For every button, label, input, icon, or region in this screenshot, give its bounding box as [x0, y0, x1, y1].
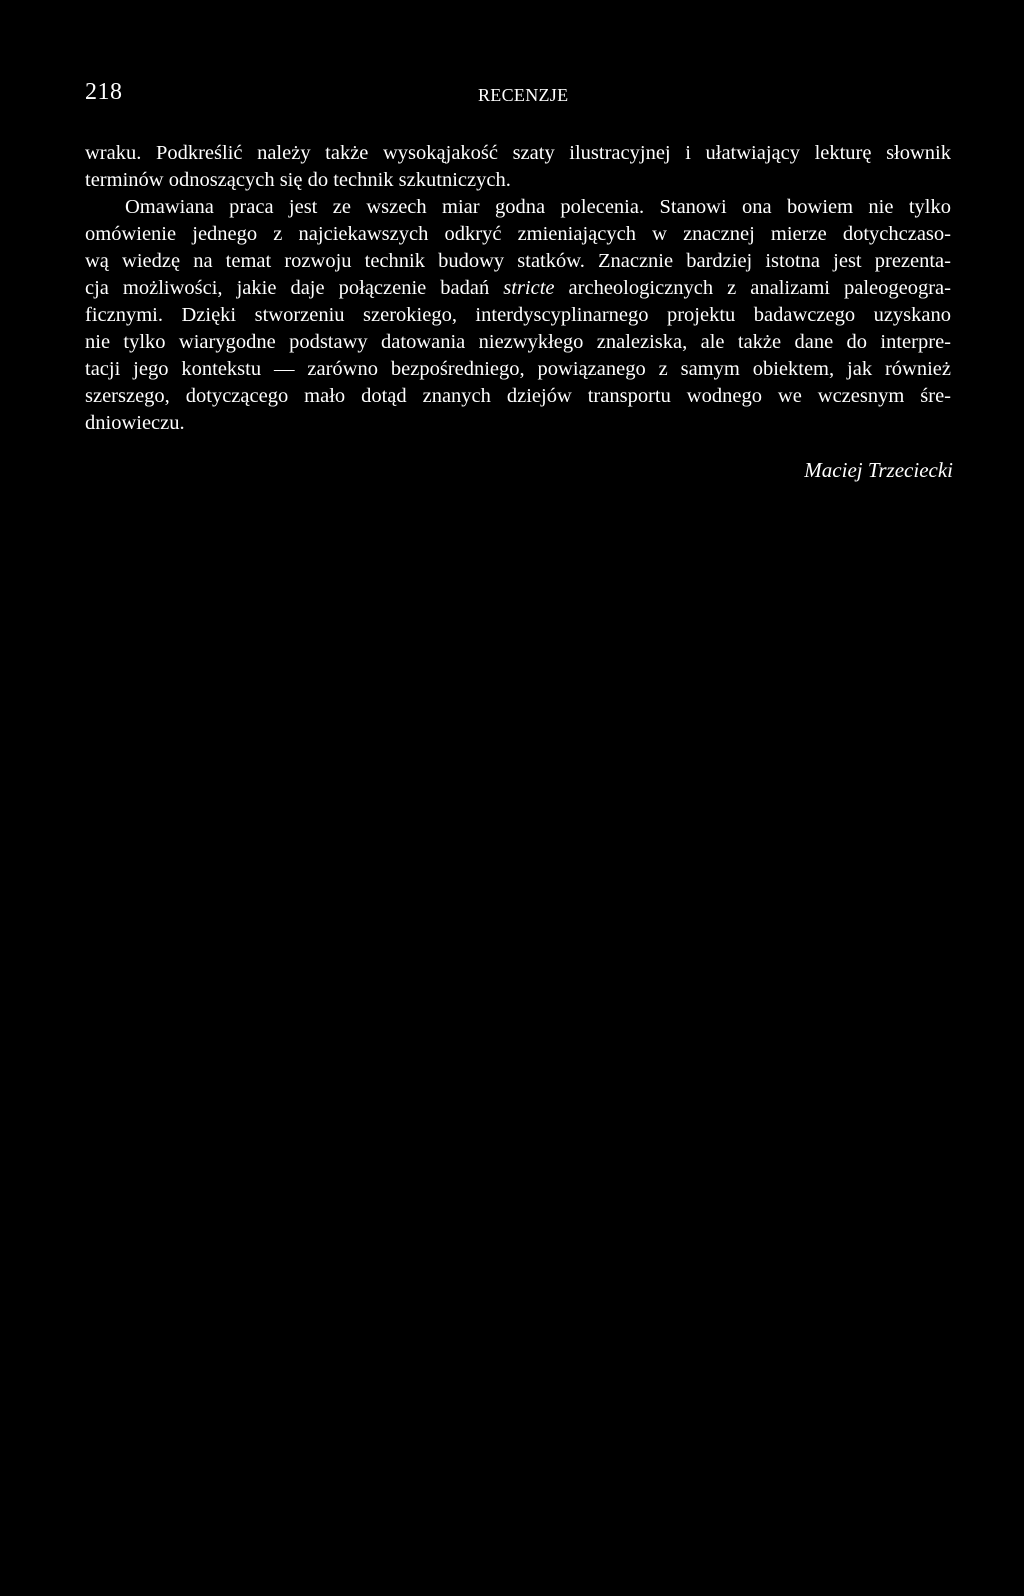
text-line: wraku. Podkreślić należy także wysokąjakość szaty ilustracyjnej i ułatwiający lekturę słownik: [85, 142, 951, 164]
running-head: RECENZJE: [478, 85, 569, 105]
text-line: wą wiedzę na temat rozwoju technik budowy statków. Znacznie bardziej istotna jest prezenta-: [85, 250, 951, 272]
text-line: szerszego, dotyczącego mało dotąd znanych dziejów transportu wodnego we wczesnym śre-: [85, 385, 951, 407]
italic-term: stricte: [503, 277, 555, 299]
text-line: [85, 275, 951, 302]
text-run: cja możliwości, jakie daje połączenie badań: [85, 277, 504, 299]
body-text: [85, 140, 951, 437]
text-line: omówienie jednego z najciekawszych odkryć zmieniających w znacznej mierze dotychczaso-: [85, 223, 951, 245]
text-line: Omawiana praca jest ze wszech miar godna polecenia. Stanowi ona bowiem nie tylko: [125, 196, 951, 218]
text-line: nie tylko wiarygodne podstawy datowania niezwykłego znaleziska, ale także dane do interpre-: [85, 331, 951, 353]
text-run: archeologicznych z analizami paleogeogra-: [554, 277, 951, 299]
text-line: terminów odnoszących się do technik szkutniczych.: [85, 169, 511, 191]
text-line: tacji jego kontekstu — zarówno bezpośredniego, powiązanego z samym obiektem, jak również: [85, 358, 951, 380]
page-number: 218: [85, 79, 123, 105]
text-line: ficznymi. Dzięki stworzeniu szerokiego, interdyscyplinarnego projektu badawczego uzyskano: [85, 304, 951, 326]
text-line: dniowieczu.: [85, 412, 185, 434]
author-signature: Maciej Trzeciecki: [804, 458, 953, 482]
